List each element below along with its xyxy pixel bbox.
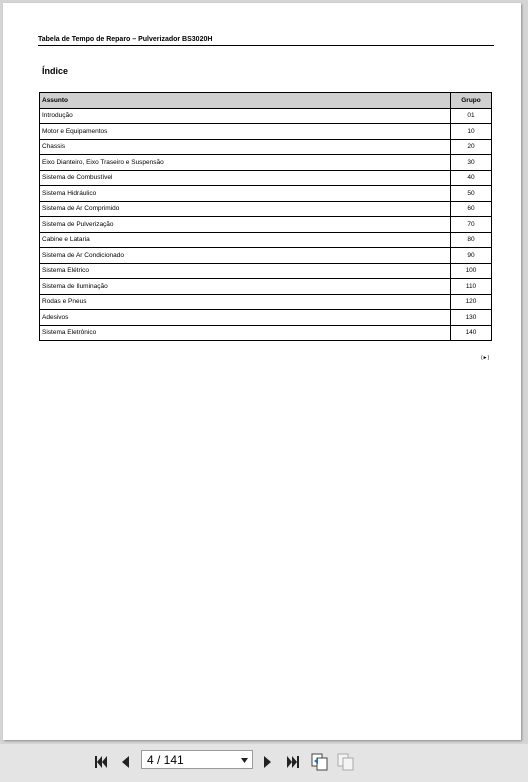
grupo-cell: 30 <box>451 155 492 171</box>
table-row <box>40 124 492 140</box>
table-row <box>40 139 492 155</box>
assunto-cell: Rodas e Pneus <box>40 294 451 310</box>
grupo-cell: 20 <box>451 139 492 155</box>
table-header-row <box>40 93 492 109</box>
table-row <box>40 155 492 171</box>
assunto-cell: Motor e Equipamentos <box>40 124 451 140</box>
table-row <box>40 325 492 341</box>
table-row <box>40 108 492 124</box>
assunto-cell: Sistema de Combustível <box>40 170 451 186</box>
next-page-icon <box>262 755 274 769</box>
column-header-assunto: Assunto <box>40 93 451 109</box>
table-row <box>40 310 492 326</box>
grupo-cell: 50 <box>451 186 492 202</box>
assunto-cell: Eixo Dianteiro, Eixo Traseiro e Suspensão <box>40 155 451 171</box>
pdf-toolbar <box>0 744 528 782</box>
single-page-view-button[interactable] <box>336 752 356 772</box>
grupo-cell: 100 <box>451 263 492 279</box>
grupo-cell: 120 <box>451 294 492 310</box>
index-table <box>39 92 492 341</box>
last-page-button[interactable] <box>283 752 303 772</box>
assunto-cell: Adesivos <box>40 310 451 326</box>
grupo-cell: 90 <box>451 248 492 264</box>
previous-page-icon <box>119 755 131 769</box>
column-header-grupo: Grupo <box>451 93 492 109</box>
pdf-page <box>3 3 521 740</box>
grupo-cell: 130 <box>451 310 492 326</box>
grupo-cell: 80 <box>451 232 492 248</box>
next-page-button[interactable] <box>258 752 278 772</box>
two-page-view-icon <box>311 753 329 771</box>
assunto-cell: Sistema Eletrônico <box>40 325 451 341</box>
assunto-cell: Sistema de Iluminação <box>40 279 451 295</box>
first-page-button[interactable] <box>91 752 111 772</box>
table-row <box>40 201 492 217</box>
last-page-icon <box>285 755 301 769</box>
assunto-cell: Cabine e Lataria <box>40 232 451 248</box>
assunto-cell: Introdução <box>40 108 451 124</box>
page-title: Índice <box>42 66 69 76</box>
page-indicator: 4 / 141 <box>147 752 184 767</box>
assunto-cell: Sistema Elétrico <box>40 263 451 279</box>
chevron-down-icon <box>241 758 248 763</box>
grupo-cell: 10 <box>451 124 492 140</box>
assunto-cell: Sistema de Ar Condicionado <box>40 248 451 264</box>
single-page-view-icon <box>337 753 355 771</box>
assunto-cell: Sistema Hidráulico <box>40 186 451 202</box>
index-table-body <box>40 108 492 341</box>
table-row <box>40 170 492 186</box>
page-number-select[interactable] <box>141 750 253 769</box>
grupo-cell: 140 <box>451 325 492 341</box>
grupo-cell: 40 <box>451 170 492 186</box>
table-row <box>40 248 492 264</box>
table-row <box>40 263 492 279</box>
assunto-cell: Sistema de Ar Comprimido <box>40 201 451 217</box>
table-row <box>40 232 492 248</box>
table-row <box>40 279 492 295</box>
previous-page-button[interactable] <box>115 752 135 772</box>
table-row <box>40 186 492 202</box>
table-row <box>40 217 492 233</box>
table-row <box>40 294 492 310</box>
continued-marker: (►) <box>481 355 490 361</box>
grupo-cell: 60 <box>451 201 492 217</box>
assunto-cell: Chassis <box>40 139 451 155</box>
grupo-cell: 110 <box>451 279 492 295</box>
grupo-cell: 01 <box>451 108 492 124</box>
grupo-cell: 70 <box>451 217 492 233</box>
two-page-view-button[interactable] <box>310 752 330 772</box>
assunto-cell: Sistema de Pulverização <box>40 217 451 233</box>
first-page-icon <box>93 755 109 769</box>
page-header: Tabela de Tempo de Reparo – Pulverizador BS3020H <box>38 36 494 46</box>
